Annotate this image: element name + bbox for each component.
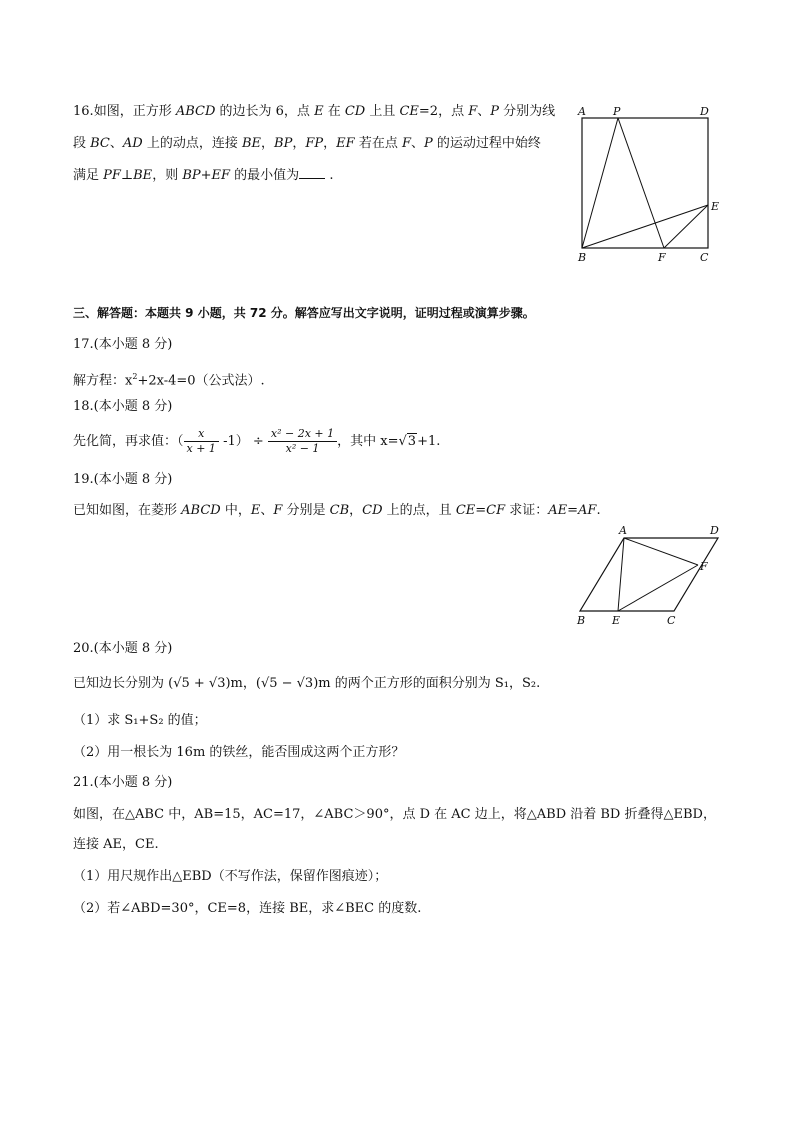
q20-part-2: （2）用一根长为 16m 的铁丝，能否围成这两个正方形？	[73, 745, 405, 760]
q20-part-1: （1）求 S₁+S₂ 的值；	[73, 713, 207, 728]
fraction-2: $\frac{\text{x² − 2x + 1}}{\text{x² − 1}}$	[268, 427, 337, 456]
q21-part-2: （2）若∠ABD=30°，CE=8，连接 BE，求∠BEC 的度数.	[73, 901, 422, 916]
segment-bp	[582, 118, 618, 248]
q16-line-1: 16.如图，正方形 ABCD 的边长为 6，点 E 在 CD 上且 CE=2，点 F、P 分别为线	[73, 104, 556, 119]
segment-fe	[664, 205, 708, 248]
q17-heading: 17.(本小题 8 分)	[73, 337, 173, 352]
rhombus-abcd	[580, 538, 718, 611]
label-a: A	[578, 105, 586, 118]
q20-heading: 20.(本小题 8 分)	[73, 641, 173, 656]
label-c: C	[667, 614, 676, 627]
q17-text: 解方程：$x^2+2x-4=0$（公式法）.	[73, 372, 265, 389]
label-d: D	[710, 524, 719, 537]
label-f: F	[658, 251, 666, 264]
fraction-1: $\frac{x}{x + 1}$	[184, 427, 219, 456]
segment-pf	[618, 118, 664, 248]
q21-heading: 21.(本小题 8 分)	[73, 775, 173, 790]
q18-text: 先化简，再求值：（ $\frac{x}{x + 1}$ -1） ÷ $\frac{\text{x² − 2x + 1}}{\text{x² − 1}}$ ，其中 x=√3+1.	[73, 427, 441, 455]
label-b: B	[577, 614, 586, 627]
answer-blank[interactable]	[299, 166, 325, 179]
q16-line-3: 满足 PF⊥BE，则 BP+EF 的最小值为 .	[73, 168, 334, 183]
rhombus-figure	[572, 522, 728, 628]
label-c: C	[700, 251, 709, 264]
label-b: B	[578, 251, 587, 264]
segment-ae	[618, 538, 624, 611]
q19-heading: 19.(本小题 8 分)	[73, 472, 173, 487]
q20-text: 已知边长分别为 (√5 + √3)m，(√5 − √3)m 的两个正方形的面积分别为 S₁，S₂.	[73, 676, 541, 691]
q21-part-1: （1）用尺规作出△EBD（不写作法，保留作图痕迹）；	[73, 869, 388, 884]
q21-line-2: 连接 AE，CE.	[73, 837, 159, 852]
segment-ef	[618, 565, 698, 611]
label-f: F	[700, 560, 708, 573]
q18-heading: 18.(本小题 8 分)	[73, 399, 173, 414]
label-d: D	[700, 105, 709, 118]
section-3-heading: 三、解答题：本题共 9 小题，共 72 分。解答应写出文字说明，证明过程或演算步骤。	[73, 306, 535, 320]
label-a: A	[619, 524, 627, 537]
square-abcd	[582, 118, 708, 248]
square-figure	[574, 104, 724, 266]
segment-be	[582, 205, 708, 248]
q19-text: 已知如图，在菱形 ABCD 中，E、F 分别是 CB，CD 上的点，且 CE=CF 求证：AE=AF.	[73, 503, 601, 518]
label-e: E	[612, 614, 621, 627]
q21-line-1: 如图，在△ABC 中，AB=15，AC=17，∠ABC＞90°，点 D 在 AC 边上，将△ABD 沿着 BD 折叠得△EBD，	[73, 807, 716, 822]
q16-line-2: 段 BC、AD 上的动点，连接 BE，BP，FP，EF 若在点 F、P 的运动过程中始终	[73, 136, 541, 151]
label-e: E	[711, 200, 720, 213]
label-p: P	[613, 105, 621, 118]
segment-af	[624, 538, 698, 565]
